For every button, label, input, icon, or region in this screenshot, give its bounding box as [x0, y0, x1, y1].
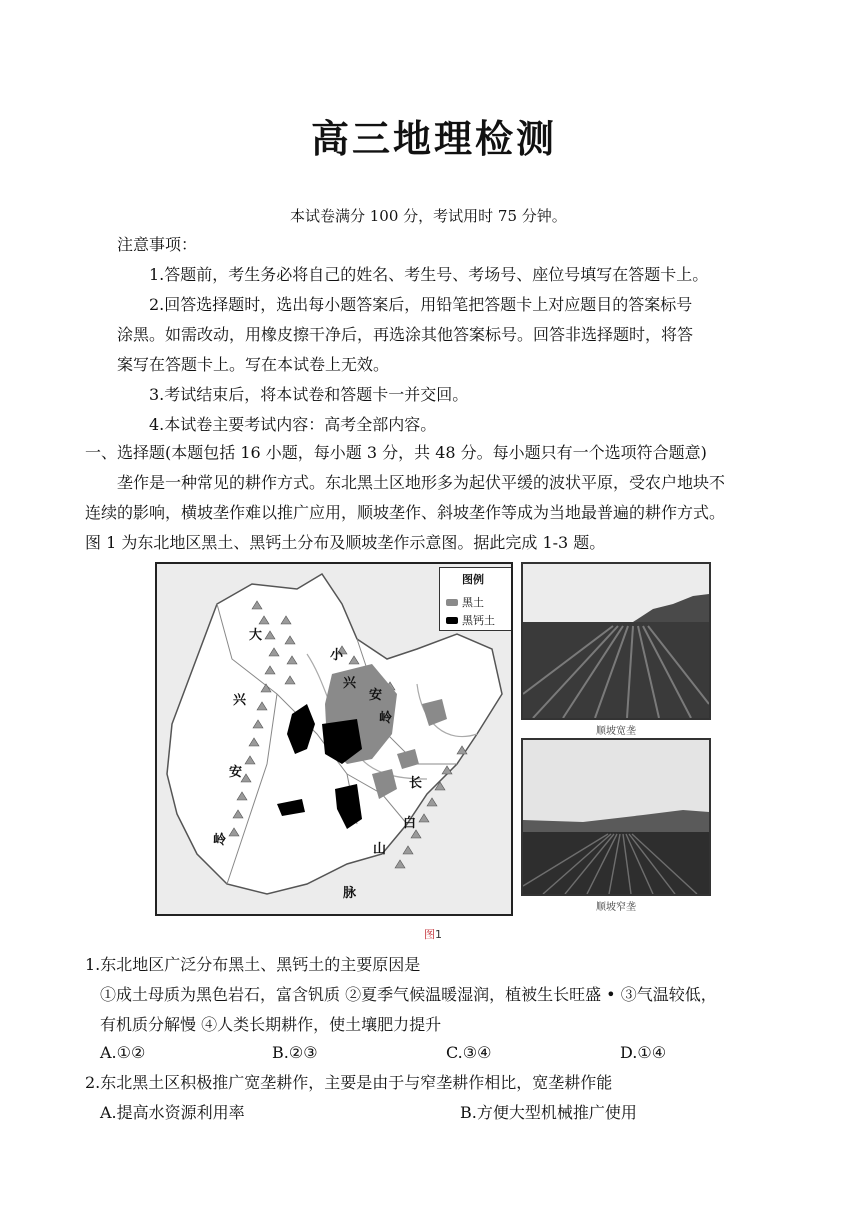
map-legend: [439, 567, 513, 631]
intro-line-2: 连续的影响，横坡垄作难以推广应用，顺坡垄作、斜坡垄作等成为当地最普遍的耕作方式。: [85, 503, 726, 522]
soil-distribution-map: [155, 562, 513, 916]
page-title: 高三地理检测: [310, 117, 557, 161]
notice-item-4: 4.本试卷主要考试内容：高考全部内容。: [149, 415, 437, 434]
question-1-stem: 1.东北地区广泛分布黑土、黑钙土的主要原因是: [85, 955, 421, 974]
chernozem-swatch: [446, 617, 458, 624]
notice-item-2-line-3: 案写在答题卡上。写在本试卷上无效。: [117, 355, 390, 374]
map-label-bai: 白: [403, 816, 417, 831]
figure-label-mark: 图: [424, 928, 435, 941]
figure-label: [424, 926, 442, 942]
notice-item-2-line-1: 2.回答选择题时，选出每小题答案后，用铅笔把答题卡上对应题目的答案标号: [149, 295, 693, 314]
photo-wide-ridge: [521, 562, 711, 720]
legend-chernozem-label: 黑钙土: [462, 614, 495, 627]
legend-black-soil-label: 黑土: [462, 596, 484, 609]
map-label-ling-2: 岭: [379, 711, 393, 726]
legend-title: 图例: [462, 573, 484, 586]
map-label-an-1: 安: [229, 765, 243, 780]
question-2-choice-b: B.方便大型机械推广使用: [460, 1103, 637, 1122]
section-heading: 一、选择题(本题包括 16 小题，每小题 3 分，共 48 分。每小题只有一个选项符合题意): [85, 443, 707, 462]
notice-heading: 注意事项：: [117, 235, 198, 254]
legend-row-chernozem: [446, 612, 495, 628]
question-2-choice-a: A.提高水资源利用率: [100, 1103, 245, 1122]
figure-1: [155, 560, 715, 920]
intro-line-1: 垄作是一种常见的耕作方式。东北黑土区地形多为起伏平缓的波状平原，受农户地块不: [117, 473, 726, 492]
question-1-options-line-1: ①成土母质为黑色岩石，富含钒质 ②夏季气候温暖湿润，植被生长旺盛 • ③气温较低，: [100, 985, 717, 1004]
question-2-stem: 2.东北黑土区积极推广宽垄耕作，主要是由于与窄垄耕作相比，宽垄耕作能: [85, 1073, 613, 1092]
notice-item-1: 1.答题前，考生务必将自己的姓名、考生号、考场号、座位号填写在答题卡上。: [149, 265, 709, 284]
question-1-choice-b: B.②③: [272, 1043, 318, 1062]
black-soil-swatch: [446, 599, 458, 606]
question-1-choice-c: C.③④: [446, 1043, 492, 1062]
wide-ridge-image: [523, 564, 709, 718]
intro-line-3: 图 1 为东北地区黑土、黑钙土分布及顺坡垄作示意图。据此完成 1-3 题。: [85, 533, 606, 552]
narrow-ridge-image: [523, 740, 709, 894]
legend-row-black-soil: [446, 594, 484, 610]
figure-label-number: 1: [435, 928, 442, 941]
map-label-da: 大: [249, 628, 263, 643]
notice-item-3: 3.考试结束后，将本试卷和答题卡一并交回。: [149, 385, 469, 404]
map-label-ling-1: 岭: [213, 833, 227, 848]
map-label-xing-1: 兴: [233, 693, 247, 708]
map-label-xiao: 小: [330, 648, 344, 663]
question-1-choice-a: A.①②: [100, 1043, 146, 1062]
question-1-choice-d: D.①④: [620, 1043, 667, 1062]
photo-narrow-ridge: [521, 738, 711, 896]
map-label-xing-2: 兴: [343, 676, 357, 691]
map-label-an-2: 安: [369, 688, 383, 703]
map-label-sheng: 脉: [343, 886, 357, 901]
photo-wide-ridge-caption: 顺坡宽垄: [596, 726, 636, 737]
map-label-chang: 长: [409, 776, 423, 791]
question-1-options-line-2: 有机质分解慢 ④人类长期耕作，使土壤肥力提升: [100, 1015, 442, 1034]
map-label-shan: 山: [373, 842, 387, 857]
notice-item-2-line-2: 涂黑。如需改动，用橡皮擦干净后，再选涂其他答案标号。回答非选择题时，将答: [117, 325, 694, 344]
exam-info: 本试卷满分 100 分，考试用时 75 分钟。: [290, 207, 567, 225]
photo-narrow-ridge-caption: 顺坡窄垄: [596, 902, 636, 913]
